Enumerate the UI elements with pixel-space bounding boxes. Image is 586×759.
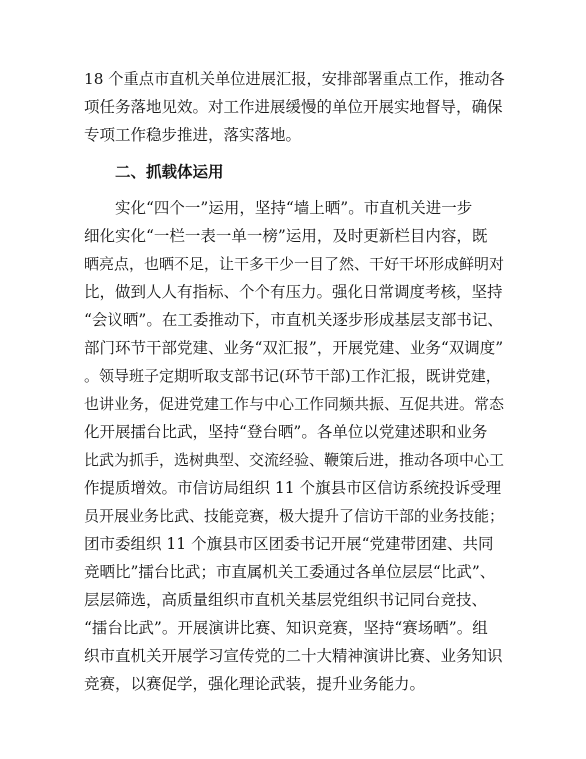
paragraph-line: 。领导班子定期听取支部书记(环节干部)工作汇报，既讲党建， bbox=[84, 367, 501, 385]
paragraph-line: “会议晒”。在工委推动下，市直机关逐步形成基层支部书记、 bbox=[84, 311, 503, 329]
section-heading: 二、抓载体运用 bbox=[115, 162, 224, 181]
paragraph-line: 专项工作稳步推进，落实落地。 bbox=[84, 126, 302, 144]
paragraph-line: 团市委组织 11 个旗县市区团委书记开展“党建带团建、共同 bbox=[84, 535, 494, 553]
paragraph-line: 实化“四个一”运用，坚持“墙上晒”。市直机关进一步 bbox=[115, 199, 473, 217]
paragraph-line: 项任务落地见效。对工作进展缓慢的单位开展实地督导，确保 bbox=[84, 98, 503, 116]
paragraph-line: 层层筛选，高质量组织市直机关基层党组织书记同台竞技、 bbox=[84, 591, 488, 609]
paragraph-line: 18 个重点市直机关单位进展汇报，安排部署重点工作，推动各 bbox=[84, 70, 505, 88]
paragraph-line: 员开展业务比武、技能竞赛，极大提升了信访干部的业务技能； bbox=[84, 507, 505, 525]
paragraph-line: 细化实化“一栏一表一单一榜”运用，及时更新栏目内容，既 bbox=[84, 227, 488, 245]
paragraph-line: 作提质增效。市信访局组织 11 个旗县市区信访系统投诉受理 bbox=[84, 479, 502, 497]
paragraph-line: “擂台比武”。开展演讲比赛、知识竞赛，坚持“赛场晒”。组 bbox=[84, 619, 488, 637]
paragraph-line: 晒亮点，也晒不足，让干多干少一目了然、干好干坏形成鲜明对 bbox=[84, 255, 505, 273]
paragraph-line: 比，做到人人有指标、个个有压力。强化日常调度考核，坚持 bbox=[84, 283, 503, 301]
paragraph-line: 竞晒比”擂台比武；市直属机关工委通过各单位层层“比武”、 bbox=[84, 563, 496, 581]
paragraph-line: 织市直机关开展学习宣传党的二十大精神演讲比赛、业务知识 bbox=[84, 647, 503, 665]
paragraph-line: 竞赛，以赛促学，强化理论武装，提升业务能力。 bbox=[84, 675, 426, 693]
paragraph-line: 部门环节干部党建、业务“双汇报”，开展党建、业务“双调度” bbox=[84, 339, 504, 357]
paragraph-line: 化开展擂台比武，坚持“登台晒”。各单位以党建述职和业务 bbox=[84, 423, 488, 441]
paragraph-line: 也讲业务，促进党建工作与中心工作同频共振、互促共进。常态 bbox=[84, 395, 505, 413]
paragraph-line: 比武为抓手，选树典型、交流经验、鞭策后进，推动各项中心工 bbox=[84, 451, 505, 469]
